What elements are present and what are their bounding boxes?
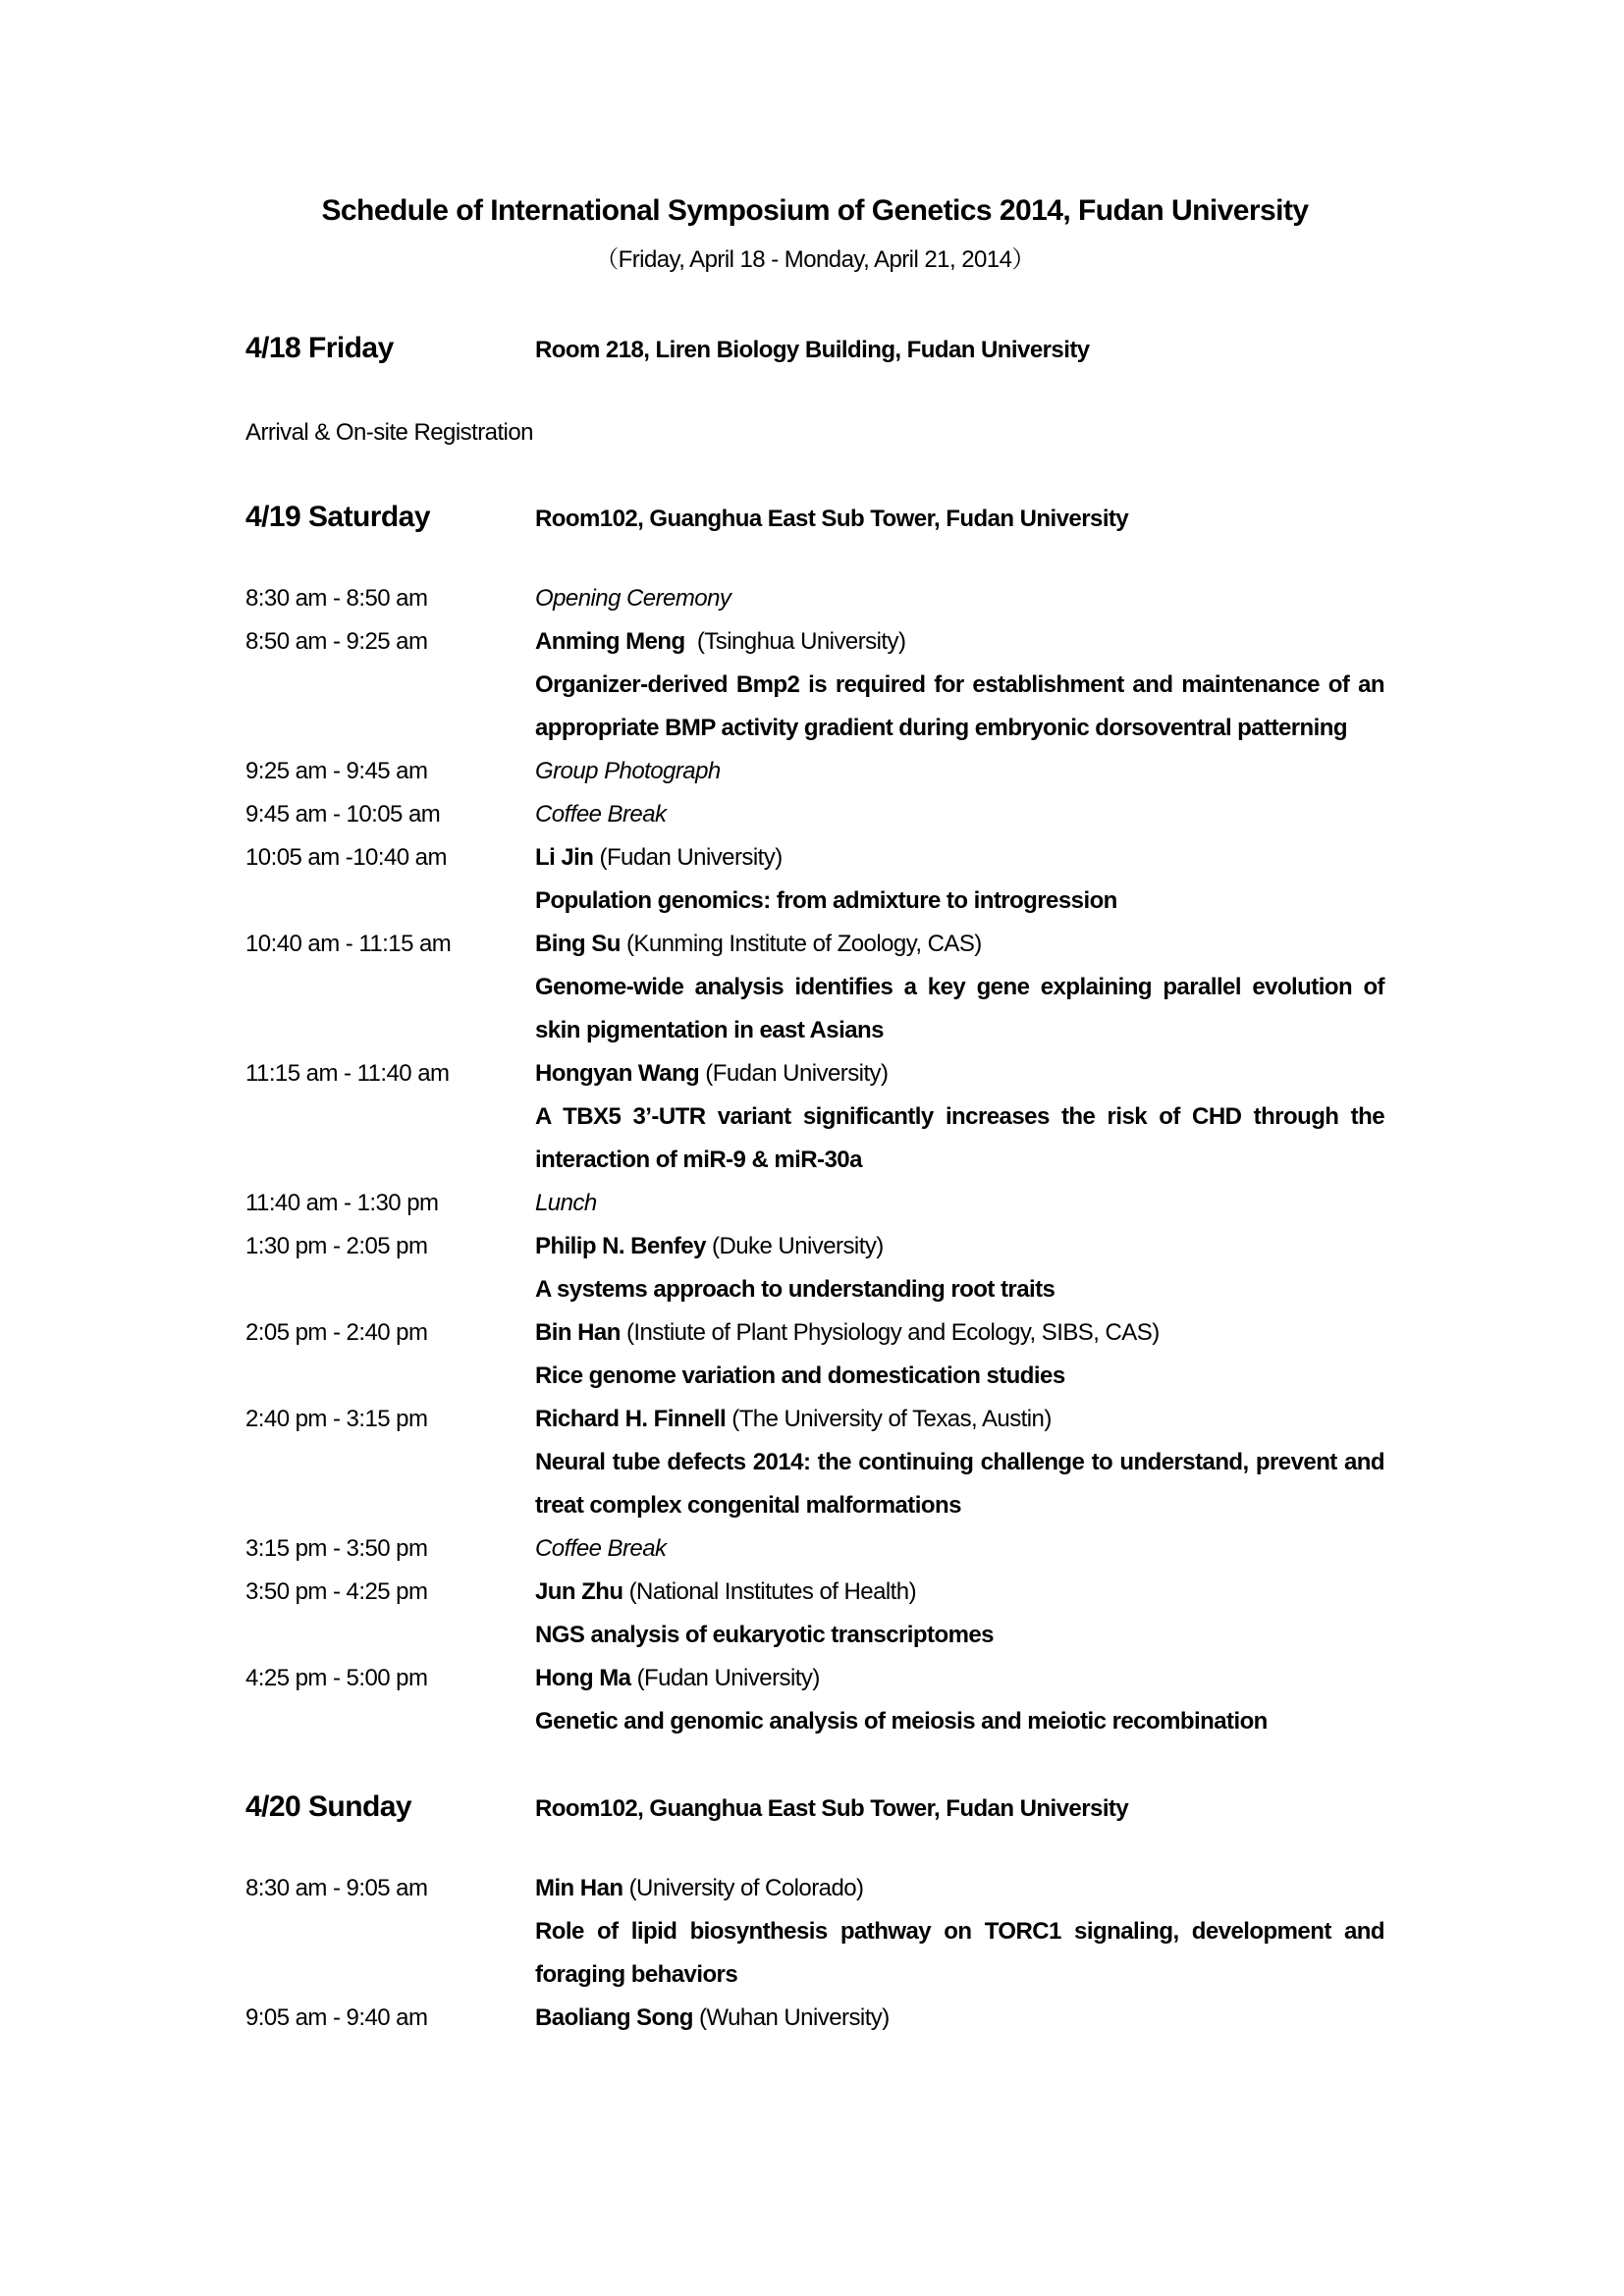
time-slot: 9:25 am - 9:45 am (245, 758, 428, 784)
talk-title: Genetic and genomic analysis of meiosis and meiotic recombination (535, 1708, 1268, 1735)
time-slot: 11:15 am - 11:40 am (245, 1060, 450, 1087)
talk-title: Rice genome variation and domestication studies (535, 1362, 1065, 1389)
day-venue: Room102, Guanghua East Sub Tower, Fudan University (535, 506, 1129, 532)
event-name: Lunch (535, 1190, 597, 1216)
schedule-row (245, 1225, 1384, 1311)
document-subtitle: （Friday, April 18 - Monday, April 21, 2014） (595, 246, 1035, 273)
day-venue: Room102, Guanghua East Sub Tower, Fudan University (535, 1795, 1129, 1822)
time-slot: 8:30 am - 9:05 am (245, 1875, 428, 1901)
speaker-name: Anming Meng (535, 628, 685, 655)
schedule-row (245, 836, 1384, 923)
day-heading: 4/19 Saturday (245, 501, 430, 533)
day-heading: 4/18 Friday (245, 332, 394, 364)
talk-title: Genome-wide analysis identifies a key gene explaining parallel evolution of skin pigmentation in east Asians (535, 974, 1384, 1043)
speaker-line (535, 1225, 1384, 1268)
speaker-line (535, 1571, 1384, 1614)
talk-title: Role of lipid biosynthesis pathway on TORC1 signaling, development and foraging behaviors (535, 1918, 1384, 1988)
schedule-saturday (245, 577, 1384, 1743)
speaker-affiliation: (Tsinghua University) (696, 628, 906, 655)
speaker-name: Jun Zhu (535, 1578, 623, 1605)
talk-title: A TBX5 3’-UTR variant significantly increases the risk of CHD through the interaction of miR-9 & miR-30a (535, 1103, 1384, 1173)
schedule-sunday (245, 1867, 1384, 2040)
talk-title: A systems approach to understanding root traits (535, 1276, 1056, 1303)
schedule-row (245, 1657, 1384, 1743)
time-slot: 2:05 pm - 2:40 pm (245, 1319, 428, 1346)
speaker-affiliation: (Instiute of Plant Physiology and Ecology, SIBS, CAS) (625, 1319, 1160, 1346)
time-slot: 4:25 pm - 5:00 pm (245, 1665, 428, 1691)
time-slot: 3:15 pm - 3:50 pm (245, 1535, 428, 1562)
time-slot: 9:05 am - 9:40 am (245, 2004, 428, 2031)
speaker-name: Min Han (535, 1875, 623, 1901)
day-header-saturday (245, 495, 1384, 542)
speaker-affiliation: (Kunming Institute of Zoology, CAS) (625, 931, 982, 957)
time-slot: 11:40 am - 1:30 pm (245, 1190, 439, 1216)
schedule-row (245, 1398, 1384, 1527)
talk-title: Population genomics: from admixture to introgression (535, 887, 1117, 914)
day-heading: 4/20 Sunday (245, 1790, 412, 1823)
time-slot: 1:30 pm - 2:05 pm (245, 1233, 428, 1259)
arrival-note: Arrival & On-site Registration (245, 419, 533, 446)
speaker-line (535, 1052, 1384, 1095)
speaker-name: Richard H. Finnell (535, 1406, 727, 1432)
speaker-line (535, 923, 1384, 966)
speaker-name: Bing Su (535, 931, 621, 957)
talk-title: NGS analysis of eukaryotic transcriptomes (535, 1622, 994, 1648)
speaker-line (535, 836, 1384, 880)
schedule-row (245, 923, 1384, 1052)
speaker-affiliation: (Wuhan University) (698, 2004, 890, 2031)
schedule-row (245, 1182, 1384, 1225)
speaker-affiliation: (Fudan University) (705, 1060, 889, 1087)
speaker-name: Li Jin (535, 844, 594, 871)
talk-title: Organizer-derived Bmp2 is required for establishment and maintenance of an appropriate BMP activity gradient during embryonic dorsoventral patterning (535, 671, 1384, 741)
speaker-line (535, 620, 1384, 664)
speaker-line (535, 1997, 1384, 2040)
day-header-sunday (245, 1785, 1384, 1832)
schedule-row (245, 1527, 1384, 1571)
speaker-affiliation: (National Institutes of Health) (628, 1578, 917, 1605)
event-name: Opening Ceremony (535, 585, 731, 612)
time-slot: 10:40 am - 11:15 am (245, 931, 452, 957)
talk-title: Neural tube defects 2014: the continuing challenge to understand, prevent and treat complex congenital malformations (535, 1449, 1384, 1519)
speaker-line (535, 1311, 1384, 1355)
schedule-row (245, 793, 1384, 836)
time-slot: 3:50 pm - 4:25 pm (245, 1578, 428, 1605)
event-name: Coffee Break (535, 1535, 667, 1562)
schedule-row (245, 1052, 1384, 1182)
day-header-friday (245, 326, 1384, 373)
document-title: Schedule of International Symposium of Genetics 2014, Fudan University (321, 194, 1309, 227)
schedule-row (245, 750, 1384, 793)
speaker-affiliation: (Fudan University) (599, 844, 783, 871)
speaker-name: Baoliang Song (535, 2004, 693, 2031)
speaker-affiliation: (University of Colorado) (628, 1875, 864, 1901)
speaker-affiliation: (Fudan University) (636, 1665, 820, 1691)
time-slot: 9:45 am - 10:05 am (245, 801, 441, 828)
time-slot: 8:30 am - 8:50 am (245, 585, 428, 612)
schedule-row (245, 1997, 1384, 2040)
speaker-name: Hongyan Wang (535, 1060, 700, 1087)
speaker-affiliation: (The University of Texas, Austin) (731, 1406, 1052, 1432)
speaker-name: Hong Ma (535, 1665, 631, 1691)
speaker-name: Philip N. Benfey (535, 1233, 706, 1259)
schedule-row (245, 577, 1384, 620)
event-name: Group Photograph (535, 758, 721, 784)
time-slot: 8:50 am - 9:25 am (245, 628, 428, 655)
speaker-affiliation: (Duke University) (712, 1233, 884, 1259)
schedule-row (245, 1311, 1384, 1398)
event-name: Coffee Break (535, 801, 667, 828)
day-venue: Room 218, Liren Biology Building, Fudan University (535, 337, 1090, 363)
schedule-row (245, 620, 1384, 750)
schedule-row (245, 1571, 1384, 1657)
speaker-line (535, 1657, 1384, 1700)
time-slot: 10:05 am -10:40 am (245, 844, 447, 871)
time-slot: 2:40 pm - 3:15 pm (245, 1406, 428, 1432)
speaker-name: Bin Han (535, 1319, 621, 1346)
speaker-line (535, 1867, 1384, 1910)
schedule-row (245, 1867, 1384, 1997)
speaker-line (535, 1398, 1384, 1441)
